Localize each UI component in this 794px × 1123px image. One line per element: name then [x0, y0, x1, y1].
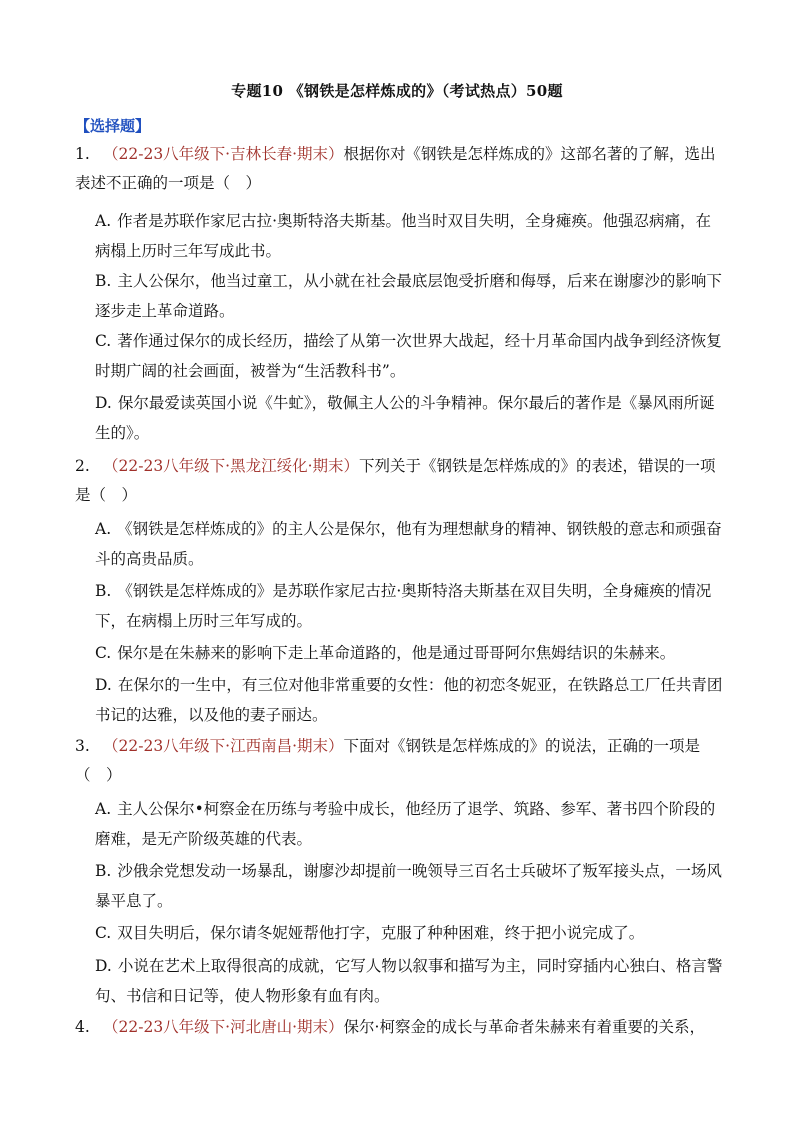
option-3d: D. 小说在艺术上取得很高的成就，它写人物以叙事和描写为主，同时穿插内心独白、格言警句、书信和日记等，使人物形象有血有肉。	[95, 957, 723, 1005]
question-number: 1.	[75, 145, 90, 163]
question-4	[75, 1013, 723, 1042]
question-number: 3.	[75, 737, 90, 755]
question-source: （22-23八年级下·江西南昌·期末）	[103, 737, 344, 755]
question-2	[75, 452, 723, 510]
question-source: （22-23八年级下·黑龙江绥化·期末）	[103, 457, 360, 475]
question-stem: 根据你对《钢铁是怎样炼成的》这部名著的了解，选出表述不正确的一项是（ ）	[75, 145, 716, 192]
question-number: 2.	[75, 457, 90, 475]
option-3a: A. 主人公保尔•柯察金在历练与考验中成长，他经历了退学、筑路、参军、著书四个阶段的磨难，是无产阶级英雄的代表。	[95, 800, 716, 848]
document-title: 专题10 《钢铁是怎样炼成的》（考试热点）50题	[231, 82, 563, 100]
option-1b: B. 主人公保尔，他当过童工，从小就在社会最底层饱受折磨和侮辱，后来在谢廖沙的影响下逐步走上革命道路。	[95, 272, 722, 320]
option-3c: C. 双目失明后，保尔请冬妮娅帮他打字，克服了种种困难，终于把小说完成了。	[95, 924, 645, 942]
option-2b: B. 《钢铁是怎样炼成的》是苏联作家尼古拉·奥斯特洛夫斯基在双目失明，全身瘫痪的情况下，在病榻上历时三年写成的。	[95, 582, 712, 630]
question-source: （22-23八年级下·河北唐山·期末）	[103, 1018, 344, 1036]
question-stem: 保尔·柯察金的成长与革命者朱赫来有着重要的关系，	[343, 1018, 705, 1036]
question-3	[75, 732, 723, 790]
option-1c: C. 著作通过保尔的成长经历，描绘了从第一次世界大战起，经十月革命国内战争到经济恢复时期广阔的社会画面，被誉为“生活教科书”。	[95, 332, 722, 380]
question-source: （22-23八年级下·吉林长春·期末）	[103, 145, 344, 163]
option-3b: B. 沙俄余党想发动一场暴乱，谢廖沙却提前一晚领导三百名士兵破坏了叛军接头点，一场风暴平息了。	[95, 862, 722, 910]
option-1d: D. 保尔最爱读英国小说《牛虻》，敬佩主人公的斗争精神。保尔最后的著作是《暴风雨所诞生的》。	[95, 394, 715, 442]
option-2a: A. 《钢铁是怎样炼成的》的主人公是保尔，他有为理想献身的精神、钢铁般的意志和顽强奋斗的高贵品质。	[95, 520, 722, 568]
section-label: 【选择题】	[75, 117, 151, 135]
option-2c: C. 保尔是在朱赫来的影响下走上革命道路的，他是通过哥哥阿尔焦姆结识的朱赫来。	[95, 644, 676, 662]
option-2d: D. 在保尔的一生中，有三位对他非常重要的女性：他的初恋冬妮亚，在铁路总工厂任共青团书记的达雅，以及他的妻子丽达。	[95, 676, 723, 724]
question-stem: 下列关于《钢铁是怎样炼成的》的表述，错误的一项是（ ）	[75, 457, 716, 504]
option-1a: A. 作者是苏联作家尼古拉·奥斯特洛夫斯基。他当时双目失明，全身瘫痪。他强忍病痛，在病榻上历时三年写成此书。	[95, 212, 712, 260]
question-number: 4.	[75, 1018, 90, 1036]
question-1	[75, 140, 723, 198]
question-stem: 下面对《钢铁是怎样炼成的》的说法，正确的一项是（ ）	[75, 737, 701, 784]
